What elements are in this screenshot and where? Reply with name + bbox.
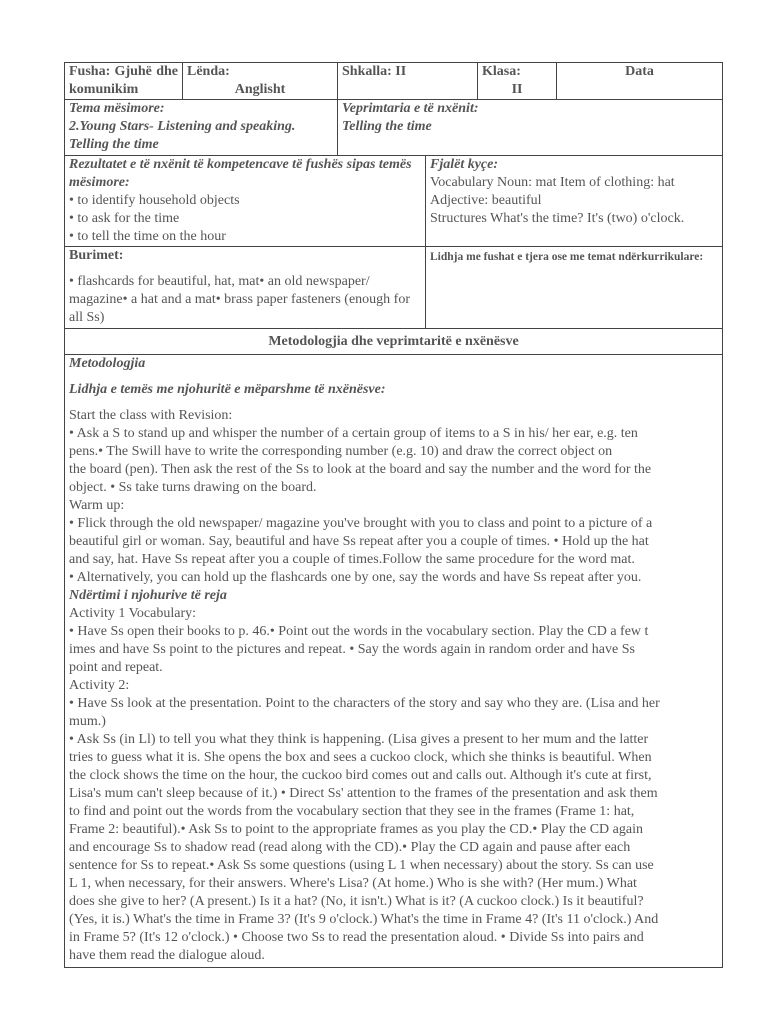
warmup-line: beautiful girl or woman. Say, beautiful and have Ss repeat after you a couple of times. • Hold up the hat xyxy=(69,534,649,549)
fjalet-cell xyxy=(426,156,723,247)
veprimtaria-cell xyxy=(338,100,723,156)
activity2-line: (Yes, it is.) What's the time in Frame 3? (It's 9 o'clock.) What's the time in Frame 4? (It's 11 o'clock.) And xyxy=(69,912,659,927)
activity1-line: imes and have Ss point to the pictures and repeat. • Say the words again in random order and have Ss xyxy=(69,642,635,657)
activity1-line: • Have Ss open their books to p. 46.• Point out the words in the vocabulary section. Play the CD a few t xyxy=(69,624,649,639)
activity2-line: Lisa's mum can't sleep because of it.) • Direct Ss' attention to the frames of the presentation and ask them xyxy=(69,786,658,801)
rezultatet-label: Rezultatet e të nxënit të kompetencave të fushës sipas temës mësimore: xyxy=(69,157,412,190)
burimet-text: • flashcards for beautiful, hat, mat• an old newspaper/ magazine• a hat and a mat• brass paper fasteners (enough for all Ss) xyxy=(69,274,410,325)
activity2-line: • Ask Ss (in Ll) to tell you what they think is happening. (Lisa gives a present to her mum and the latter xyxy=(69,732,649,747)
lenda-cell xyxy=(183,63,338,100)
data-label: Data xyxy=(625,64,654,79)
warmup-label: Warm up: xyxy=(69,498,125,513)
metodologjia-header: Metodologjia dhe veprimtaritë e nxënësve xyxy=(268,333,519,349)
activity2-line: tries to guess what it is. She opens the box and sees a cuckoo clock, which she thinks is beautiful. When xyxy=(69,750,652,765)
revision-line: object. • Ss take turns drawing on the board. xyxy=(69,480,317,495)
metodologjia-label: Metodologjia xyxy=(69,356,146,371)
header-row xyxy=(65,63,723,100)
metodologjia-header-cell xyxy=(65,329,723,355)
rezultatet-item: • to tell the time on the hour xyxy=(69,229,226,244)
activity1-line: point and repeat. xyxy=(69,660,163,675)
fusha-label: Fusha: Gjuhë dhe komunikim xyxy=(69,64,178,97)
lenda-label: Lënda: xyxy=(187,64,230,79)
revision-line: the board (pen). Then ask the rest of the Ss to look at the board and say the number and the word for the xyxy=(69,462,652,477)
lidhja-fushat-cell xyxy=(426,247,723,329)
ndertimi-label: Ndërtimi i njohurive të reja xyxy=(69,588,227,603)
tema-cell xyxy=(65,100,338,156)
tema-row xyxy=(65,100,723,156)
activity2-line: does she give to her? (A present.) Is it a hat? (No, it isn't.) What is it? (A cuckoo clock.) Is it beautiful? xyxy=(69,894,644,909)
activity2-line: sentence for Ss to repeat.• Ask Ss some questions (using L 1 when necessary) about the story. Ss can use xyxy=(69,858,654,873)
warmup-line: • Alternatively, you can hold up the flashcards one by one, say the words and have Ss repeat after you. xyxy=(69,570,642,585)
revision-intro: Start the class with Revision: xyxy=(69,408,233,423)
tema-line-2: Telling the time xyxy=(69,137,159,152)
tema-label: Tema mësimore: xyxy=(69,101,165,116)
activity2-label: Activity 2: xyxy=(69,678,130,693)
activity2-line: have them read the dialogue aloud. xyxy=(69,948,265,963)
burimet-row xyxy=(65,247,723,329)
lenda-value: Anglisht xyxy=(234,82,286,97)
body-cell xyxy=(65,355,723,968)
fjalet-label: Fjalët kyçe: xyxy=(430,157,499,172)
burimet-label: Burimet: xyxy=(69,248,124,263)
klasa-label: Klasa: xyxy=(482,64,521,79)
revision-line: • Ask a S to stand up and whisper the number of a certain group of items to a S in his/ her ear, e.g. ten xyxy=(69,426,638,441)
burimet-cell xyxy=(65,247,426,329)
activity2-line: the clock shows the time on the hour, the cuckoo bird comes out and calls out. Although it's cute at first, xyxy=(69,768,652,783)
veprimtaria-label: Veprimtaria e të nxënit: xyxy=(342,101,479,116)
activity2-line: in Frame 5? (It's 12 o'clock.) • Choose two Ss to read the presentation aloud. • Divide Ss into pairs and xyxy=(69,930,644,945)
activity2-line: • Have Ss look at the presentation. Point to the characters of the story and say who they are. (Lisa and her xyxy=(69,696,660,711)
activity2-line: and encourage Ss to shadow read (read along with the CD).• Play the CD again and pause after each xyxy=(69,840,631,855)
klasa-value: II xyxy=(511,82,523,97)
activity2-line: Frame 2: beautiful).• Ask Ss to point to the appropriate frames as you play the CD.• Play the CD again xyxy=(69,822,643,837)
revision-line: pens.• The Swill have to write the corresponding number (e.g. 10) and draw the correct object on xyxy=(69,444,613,459)
warmup-line: • Flick through the old newspaper/ magazine you've brought with you to class and point to a picture of a xyxy=(69,516,653,531)
activity2-line: to find and point out the words from the vocabulary section that they see in the frames (Frame 1: hat, xyxy=(69,804,635,819)
activity1-label: Activity 1 Vocabulary: xyxy=(69,606,197,621)
klasa-cell xyxy=(478,63,557,100)
rezultatet-row xyxy=(65,156,723,247)
fjalet-line: Structures What's the time? It's (two) o'clock. xyxy=(430,211,685,226)
fjalet-line: Vocabulary Noun: mat Item of clothing: hat xyxy=(430,175,675,190)
shkalla-label: Shkalla: II xyxy=(342,64,407,79)
lesson-plan-table xyxy=(64,62,723,968)
lidhja-label: Lidhja e temës me njohuritë e mëparshme të nxënësve: xyxy=(69,382,386,397)
rezultatet-item: • to identify household objects xyxy=(69,193,240,208)
metodologjia-header-row xyxy=(65,329,723,355)
fusha-cell xyxy=(65,63,183,100)
data-cell xyxy=(557,63,723,100)
rezultatet-item: • to ask for the time xyxy=(69,211,180,226)
warmup-line: and say, hat. Have Ss repeat after you a couple of times.Follow the same procedure for the word mat. xyxy=(69,552,635,567)
lidhja-fushat-label: Lidhja me fushat e tjera ose me temat ndërkurrikulare: xyxy=(430,251,704,263)
tema-line-1: 2.Young Stars- Listening and speaking. xyxy=(69,119,296,134)
activity2-line: mum.) xyxy=(69,714,106,729)
activity2-line: L 1, when necessary, for their answers. Where's Lisa? (At home.) Who is she with? (Her mum.) What xyxy=(69,876,637,891)
rezultatet-cell xyxy=(65,156,426,247)
fjalet-line: Adjective: beautiful xyxy=(430,193,542,208)
shkalla-cell xyxy=(338,63,478,100)
body-row xyxy=(65,355,723,968)
veprimtaria-value: Telling the time xyxy=(342,119,432,134)
